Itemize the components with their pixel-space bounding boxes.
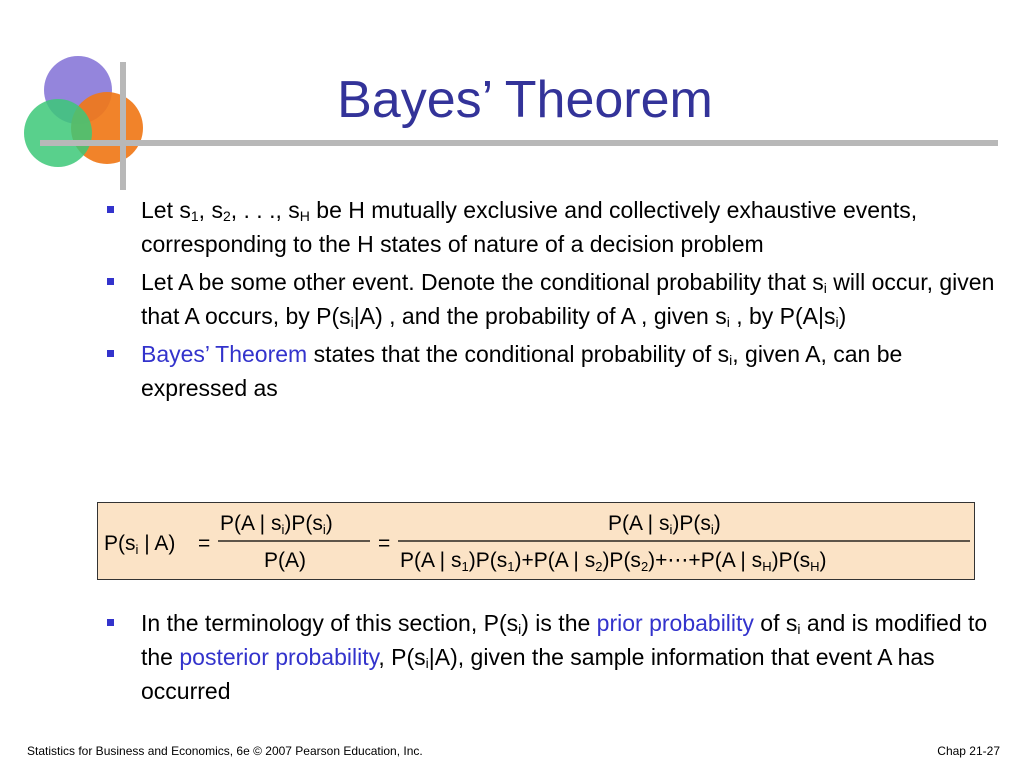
bayes-formula bbox=[98, 503, 974, 579]
bayes-theorem-term: Bayes’ Theorem bbox=[141, 341, 308, 367]
bullet-item-2: Let A be some other event. Denote the conditional probability that $s_i$ will occur, given that A occurs, by $P(s_i|A)$ , and the probability of A , given $s_i$ , by $P(A|s_i)$ bbox=[105, 265, 1000, 333]
formula-lhs: P(si | A) bbox=[104, 532, 176, 557]
formula-denominator-2: P(A | s1)P(s1)+P(A | s2)P(s2)+⋯+P(A | sH)P(sH) bbox=[400, 549, 827, 574]
formula-numerator-1: P(A | si)P(si) bbox=[220, 512, 333, 537]
formula-equals-1: = bbox=[198, 532, 211, 555]
decorative-circles-logo bbox=[0, 0, 160, 200]
bayes-formula-box bbox=[97, 502, 975, 580]
prior-probability-term: prior probability bbox=[596, 610, 754, 636]
posterior-probability-term: posterior probability bbox=[179, 644, 379, 670]
bullet-marker bbox=[107, 206, 114, 213]
bullet-marker bbox=[107, 619, 114, 626]
bullet-marker bbox=[107, 350, 114, 357]
slide-title: Bayes’ Theorem bbox=[337, 71, 713, 129]
green-circle bbox=[24, 99, 92, 167]
bullet-item-3: Bayes’ Theorem states that the conditional probability of $s_i$, given A, can be expressed as bbox=[105, 337, 1000, 405]
formula-denominator-1: P(A) bbox=[264, 549, 306, 572]
title-horizontal-rule bbox=[40, 140, 998, 146]
bullet-marker bbox=[107, 278, 114, 285]
bullet-list-2 bbox=[105, 606, 1000, 712]
footer-page-number: Chap 21-27 bbox=[937, 744, 1000, 758]
footer-copyright: Statistics for Business and Economics, 6e © 2007 Pearson Education, Inc. bbox=[27, 744, 423, 758]
bullet-list bbox=[105, 193, 1000, 409]
bullet-item-1: Let $s_1$, $s_2$, . . ., $s_H$ be H mutually exclusive and collectively exhaustive events, corresponding to the H states of nature of a decision problem bbox=[105, 193, 1000, 261]
bullet-item-4: In the terminology of this section, $P(s_i)$ is the prior probability of $s_i$ and is modified to the posterior probability, $P(s_i|A)$, given the sample information that event A has occurred bbox=[105, 606, 1000, 708]
title-vertical-rule bbox=[120, 62, 126, 190]
formula-numerator-2: P(A | si)P(si) bbox=[608, 512, 721, 537]
formula-equals-2: = bbox=[378, 532, 391, 555]
